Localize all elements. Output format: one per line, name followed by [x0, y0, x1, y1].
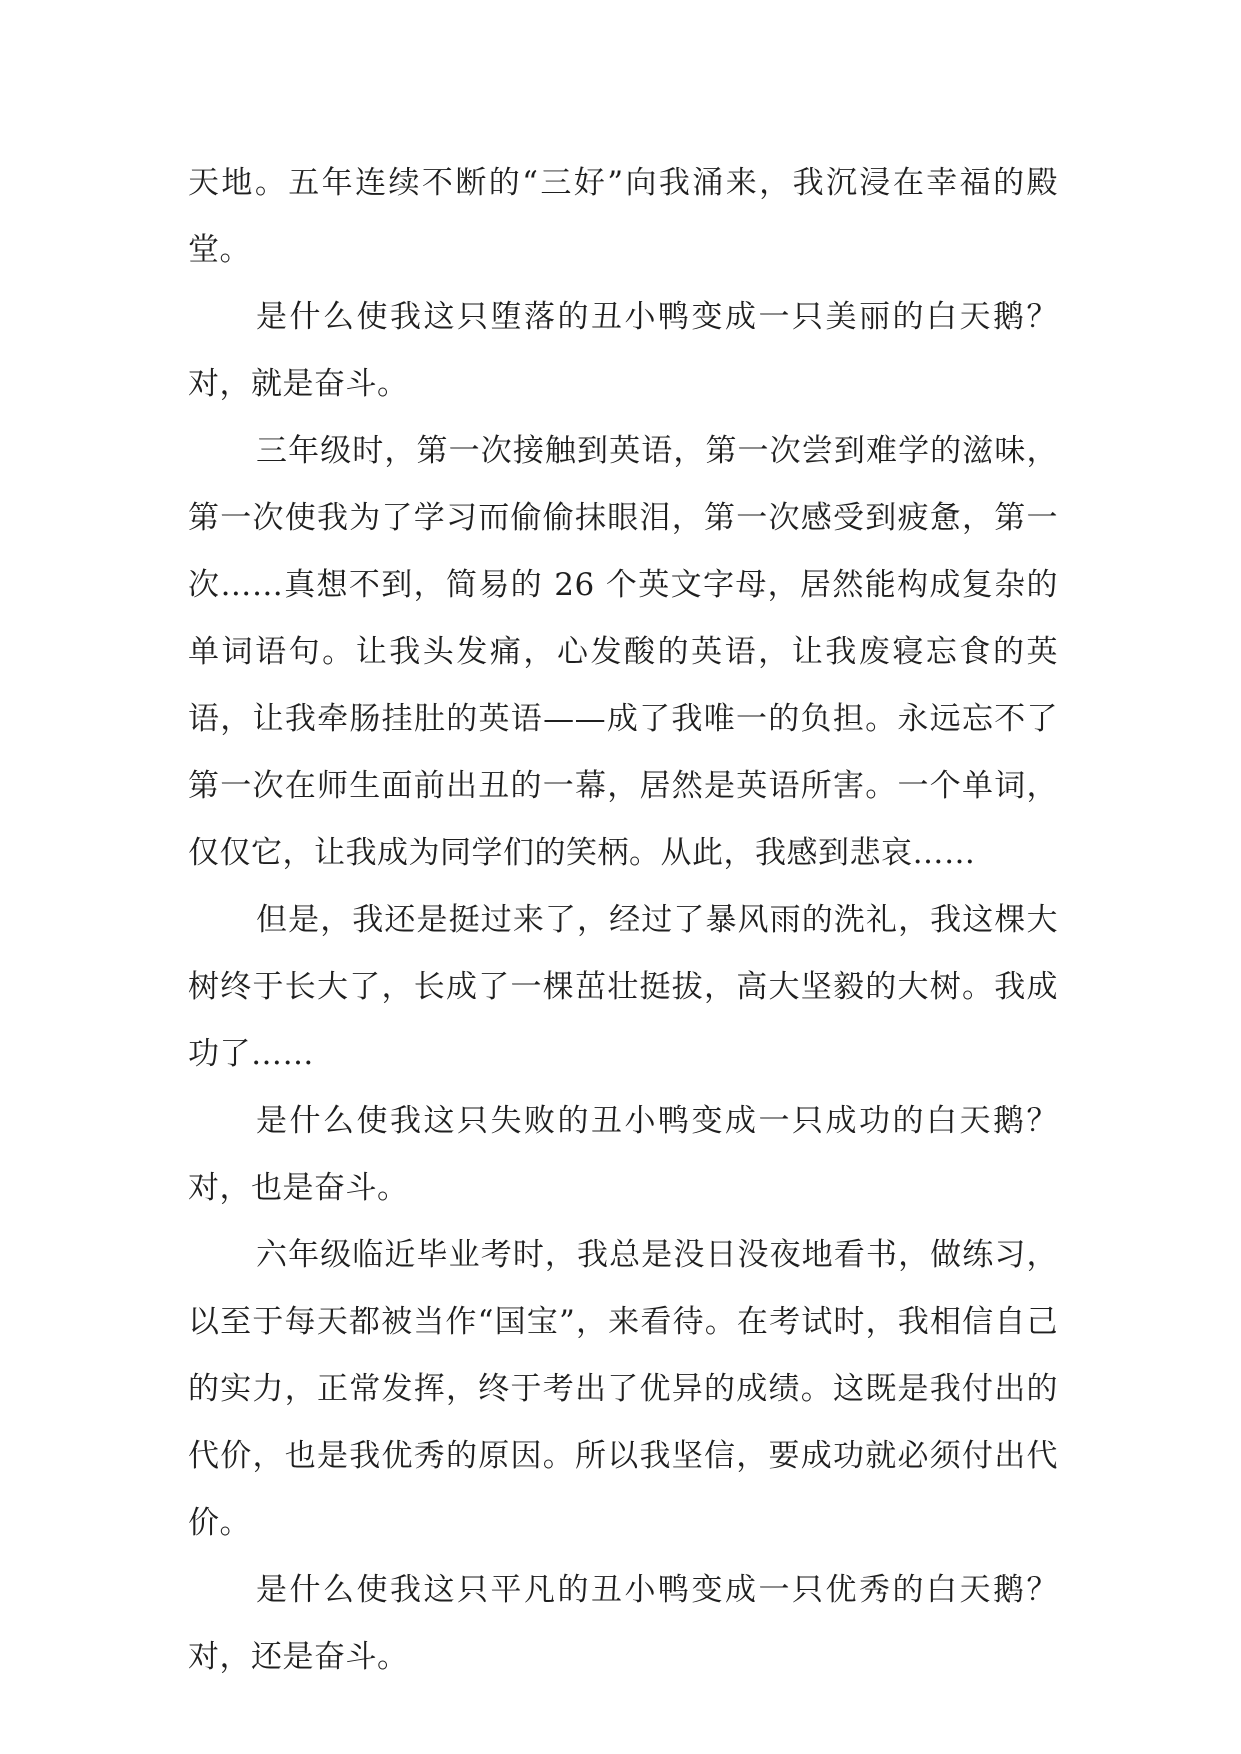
paragraph: 是什么使我这只平凡的丑小鸭变成一只优秀的白天鹅？对，还是奋斗。: [188, 1572, 1058, 1675]
document-body: [188, 150, 1058, 1691]
paragraph: 但是，我还是挺过来了，经过了暴风雨的洗礼，我这棵大树终于长大了，长成了一棵茁壮挺拔，高大坚毅的大树。我成功了……: [188, 902, 1058, 1072]
paragraph: 是什么使我这只失败的丑小鸭变成一只成功的白天鹅？对，也是奋斗。: [188, 1103, 1058, 1206]
paragraph: 三年级时，第一次接触到英语，第一次尝到难学的滋味，第一次使我为了学习而偷偷抹眼泪，第一次感受到疲惫，第一次……真想不到，简易的 26 个英文字母，居然能构成复杂的单词语句。让我头发痛，心发酸的英语，让我废寝忘食的英语，让我牵肠挂肚的英语——成了我唯一的负担。永远忘不了第一次在师生面前出丑的一幕，居然是英语所害。一个单词，仅仅它，让我成为同学们的笑柄。从此，我感到悲哀……: [188, 433, 1058, 871]
paragraph: 天地。五年连续不断的“三好”向我涌来，我沉浸在幸福的殿堂。: [188, 165, 1058, 268]
paragraph: 六年级临近毕业考时，我总是没日没夜地看书，做练习，以至于每天都被当作“国宝”，来看待。在考试时，我相信自己的实力，正常发挥，终于考出了优异的成绩。这既是我付出的代价，也是我优秀的原因。所以我坚信，要成功就必须付出代价。: [188, 1237, 1058, 1541]
paragraph: 是什么使我这只堕落的丑小鸭变成一只美丽的白天鹅？对，就是奋斗。: [188, 299, 1058, 402]
